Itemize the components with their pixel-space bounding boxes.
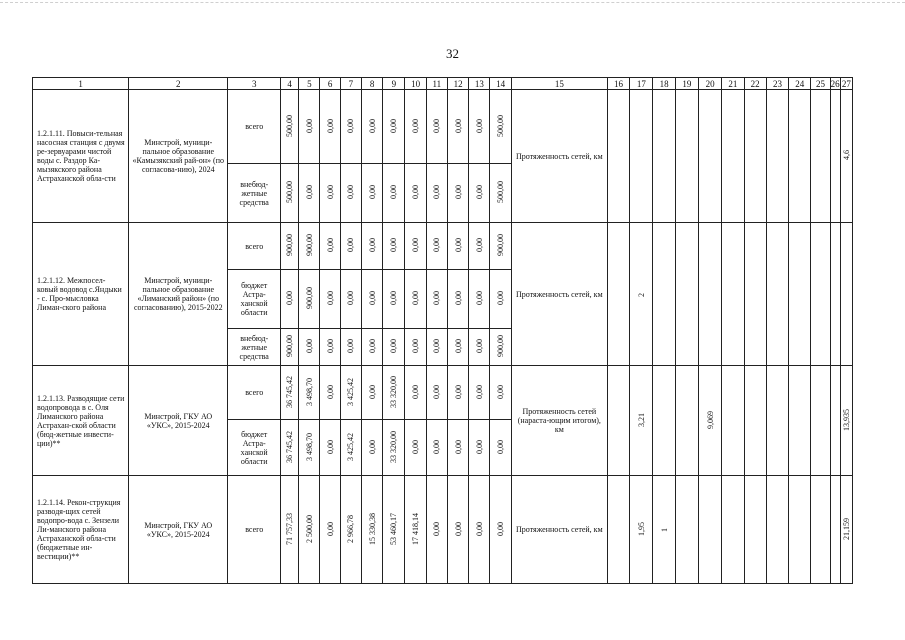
target-cell bbox=[607, 476, 629, 584]
header-cell: 17 bbox=[630, 78, 653, 90]
header-cell: 6 bbox=[320, 78, 340, 90]
amount-value: 0,00 bbox=[304, 339, 314, 353]
amount-value: 0,00 bbox=[432, 339, 442, 353]
amount-value: 0,00 bbox=[474, 118, 484, 133]
amount-value: 0,00 bbox=[367, 291, 377, 305]
amount-cell bbox=[299, 270, 320, 329]
amount-value: 53 460,17 bbox=[389, 512, 399, 545]
amount-cell bbox=[426, 223, 447, 270]
header-cell: 11 bbox=[426, 78, 447, 90]
amount-cell bbox=[405, 476, 426, 584]
header-cell: 22 bbox=[744, 78, 766, 90]
header-cell: 21 bbox=[722, 78, 744, 90]
indicator-cell: Протяженность сетей (нараста-ющим итогом), км bbox=[511, 366, 607, 476]
amount-value: 0,00 bbox=[474, 238, 484, 252]
target-cell bbox=[675, 366, 698, 476]
funding-source-cell: внебюд-жетные средства bbox=[228, 164, 281, 223]
amount-cell bbox=[281, 476, 299, 584]
header-cell: 3 bbox=[228, 78, 281, 90]
header-cell: 16 bbox=[607, 78, 629, 90]
header-cell: 9 bbox=[383, 78, 405, 90]
amount-cell bbox=[405, 420, 426, 476]
header-cell: 19 bbox=[675, 78, 698, 90]
amount-value: 0,00 bbox=[411, 118, 421, 133]
amount-value: 0,00 bbox=[474, 339, 484, 353]
amount-value: 0,00 bbox=[496, 439, 506, 454]
indicator-cell: Протяженность сетей, км bbox=[511, 476, 607, 584]
amount-value: 36 745,42 bbox=[285, 375, 295, 408]
amount-value: 0,00 bbox=[474, 185, 484, 199]
amount-cell bbox=[320, 420, 340, 476]
responsible-cell: Минстрой, ГКУ АО «УКС», 2015-2024 bbox=[129, 476, 228, 584]
amount-cell bbox=[361, 329, 382, 366]
amount-cell bbox=[299, 329, 320, 366]
amount-cell bbox=[320, 476, 340, 584]
amount-value: 0,00 bbox=[432, 384, 442, 399]
page-number: 32 bbox=[446, 46, 459, 61]
amount-cell bbox=[299, 90, 320, 164]
amount-cell bbox=[299, 420, 320, 476]
amount-cell bbox=[490, 164, 511, 223]
amount-value: 0,00 bbox=[411, 291, 421, 305]
amount-value: 0,00 bbox=[389, 185, 399, 199]
measure-name-cell: 1.2.1.13. Разводящие сети водопровода в с. Оля Лиманского района Астрахан-ской области (бюд-жетные инвести-ции)** bbox=[33, 366, 129, 476]
amount-value: 0,00 bbox=[474, 291, 484, 305]
target-cell bbox=[744, 366, 766, 476]
amount-cell bbox=[426, 329, 447, 366]
header-cell: 24 bbox=[789, 78, 811, 90]
amount-value: 0,00 bbox=[453, 118, 463, 133]
amount-value: 0,00 bbox=[346, 291, 356, 305]
amount-cell bbox=[340, 223, 361, 270]
target-value: 4,6 bbox=[841, 150, 851, 160]
amount-cell bbox=[383, 223, 405, 270]
target-value: 21,159 bbox=[841, 517, 851, 540]
amount-cell bbox=[469, 366, 490, 420]
amount-value: 0,00 bbox=[346, 238, 356, 252]
amount-cell bbox=[340, 90, 361, 164]
amount-cell bbox=[405, 90, 426, 164]
amount-value: 0,00 bbox=[432, 118, 442, 133]
amount-value: 3 498,70 bbox=[304, 377, 314, 406]
amount-value: 0,00 bbox=[453, 521, 463, 536]
amount-value: 0,00 bbox=[474, 384, 484, 399]
header-cell: 23 bbox=[766, 78, 788, 90]
target-cell bbox=[811, 223, 830, 366]
header-cell: 27 bbox=[841, 78, 851, 89]
amount-value: 0,00 bbox=[474, 521, 484, 536]
amount-value: 0,00 bbox=[346, 185, 356, 199]
amount-value: 900,00 bbox=[285, 234, 295, 256]
amount-cell bbox=[447, 476, 468, 584]
header-cell: 7 bbox=[340, 78, 361, 90]
top-dashed-rule bbox=[0, 2, 905, 3]
target-cell bbox=[675, 223, 698, 366]
amount-cell bbox=[383, 90, 405, 164]
amount-cell bbox=[320, 270, 340, 329]
responsible-cell: Минстрой, ГКУ АО «УКС», 2015-2024 bbox=[129, 366, 228, 476]
target-cell bbox=[675, 90, 698, 223]
amount-cell bbox=[281, 90, 299, 164]
amount-value: 0,00 bbox=[325, 291, 335, 305]
funding-source-cell: всего bbox=[228, 223, 281, 270]
target-cell bbox=[766, 476, 788, 584]
amount-cell bbox=[447, 223, 468, 270]
amount-value: 0,00 bbox=[411, 439, 421, 454]
amount-value: 900,00 bbox=[304, 287, 314, 309]
amount-cell bbox=[383, 476, 405, 584]
header-cell: 20 bbox=[699, 78, 722, 90]
header-cell: 26 bbox=[830, 78, 840, 89]
amount-cell bbox=[320, 223, 340, 270]
target-cell bbox=[630, 476, 653, 584]
amount-value: 33 320,00 bbox=[389, 430, 399, 463]
amount-value: 0,00 bbox=[496, 521, 506, 536]
amount-cell bbox=[469, 223, 490, 270]
target-cell bbox=[789, 476, 811, 584]
amount-value: 0,00 bbox=[325, 384, 335, 399]
amount-cell bbox=[405, 223, 426, 270]
amount-cell bbox=[320, 164, 340, 223]
target-cell bbox=[830, 90, 840, 223]
amount-value: 0,00 bbox=[325, 521, 335, 536]
amount-value: 0,00 bbox=[453, 185, 463, 199]
target-cell bbox=[840, 476, 852, 584]
header-cell: 10 bbox=[405, 78, 426, 90]
header-cell: 2 bbox=[129, 78, 228, 90]
amount-cell bbox=[340, 329, 361, 366]
target-value: 2 bbox=[636, 292, 646, 297]
table-row bbox=[33, 476, 853, 584]
header-cell: 1 bbox=[33, 78, 129, 90]
target-value: 1,95 bbox=[636, 521, 646, 536]
target-cell bbox=[840, 90, 852, 223]
header-cell: 14 bbox=[490, 78, 511, 90]
amount-cell bbox=[340, 476, 361, 584]
target-cell bbox=[699, 366, 722, 476]
amount-value: 0,00 bbox=[325, 439, 335, 454]
amount-value: 0,00 bbox=[367, 384, 377, 399]
amount-cell bbox=[340, 366, 361, 420]
amount-value: 15 330,38 bbox=[367, 512, 377, 545]
amount-cell bbox=[426, 420, 447, 476]
amount-cell bbox=[447, 270, 468, 329]
amount-cell bbox=[383, 420, 405, 476]
amount-value: 2 966,78 bbox=[346, 514, 356, 543]
amount-cell bbox=[469, 329, 490, 366]
target-cell bbox=[630, 90, 653, 223]
amount-value: 2 500,00 bbox=[304, 514, 314, 543]
amount-value: 0,00 bbox=[411, 238, 421, 252]
amount-cell bbox=[405, 366, 426, 420]
header-cell: 8 bbox=[361, 78, 382, 90]
amount-cell bbox=[383, 329, 405, 366]
target-cell bbox=[811, 90, 830, 223]
target-cell bbox=[653, 90, 675, 223]
amount-value: 0,00 bbox=[367, 118, 377, 133]
amount-cell bbox=[447, 366, 468, 420]
amount-cell bbox=[490, 366, 511, 420]
amount-value: 0,00 bbox=[411, 384, 421, 399]
target-cell bbox=[722, 476, 744, 584]
amount-cell bbox=[281, 329, 299, 366]
responsible-cell: Минстрой, муници-пальное образование «Лиманский район» (по согласованию), 2015-2022 bbox=[129, 223, 228, 366]
amount-value: 0,00 bbox=[453, 384, 463, 399]
target-cell bbox=[630, 366, 653, 476]
amount-cell bbox=[361, 90, 382, 164]
amount-cell bbox=[281, 366, 299, 420]
amount-cell bbox=[447, 90, 468, 164]
amount-value: 0,00 bbox=[367, 439, 377, 454]
amount-cell bbox=[320, 90, 340, 164]
header-cell: 13 bbox=[469, 78, 490, 90]
amount-cell bbox=[490, 270, 511, 329]
amount-value: 900,00 bbox=[496, 335, 506, 357]
amount-value: 0,00 bbox=[325, 339, 335, 353]
amount-cell bbox=[426, 164, 447, 223]
target-cell bbox=[789, 223, 811, 366]
target-cell bbox=[830, 223, 840, 366]
amount-cell bbox=[426, 270, 447, 329]
amount-value: 0,00 bbox=[411, 339, 421, 353]
target-cell bbox=[789, 90, 811, 223]
target-cell bbox=[699, 223, 722, 366]
header-cell: 25 bbox=[811, 78, 830, 90]
amount-cell bbox=[361, 476, 382, 584]
amount-cell bbox=[383, 366, 405, 420]
amount-value: 0,00 bbox=[453, 238, 463, 252]
amount-value: 0,00 bbox=[432, 439, 442, 454]
amount-cell bbox=[405, 329, 426, 366]
amount-cell bbox=[383, 270, 405, 329]
target-cell bbox=[811, 366, 830, 476]
target-cell bbox=[744, 476, 766, 584]
amount-cell bbox=[490, 420, 511, 476]
target-cell bbox=[653, 366, 675, 476]
target-cell bbox=[766, 90, 788, 223]
target-cell bbox=[699, 90, 722, 223]
target-cell bbox=[607, 90, 629, 223]
amount-value: 0,00 bbox=[411, 185, 421, 199]
amount-value: 500,00 bbox=[285, 181, 295, 203]
amount-value: 0,00 bbox=[432, 238, 442, 252]
program-table bbox=[32, 77, 853, 584]
amount-value: 0,00 bbox=[389, 238, 399, 252]
amount-value: 0,00 bbox=[304, 185, 314, 199]
amount-value: 17 418,14 bbox=[411, 512, 421, 545]
amount-value: 0,00 bbox=[346, 339, 356, 353]
funding-source-cell: всего bbox=[228, 90, 281, 164]
amount-value: 3 425,42 bbox=[346, 432, 356, 461]
amount-value: 36 745,42 bbox=[285, 430, 295, 463]
header-cell: 15 bbox=[511, 78, 607, 90]
amount-cell bbox=[383, 164, 405, 223]
measure-name-cell: 1.2.1.11. Повыси-тельная насосная станция с двумя ре-зервуарами чистой воды с. Раздор Ка-мызякского района Астраханской обла-сти bbox=[33, 90, 129, 223]
amount-value: 0,00 bbox=[325, 238, 335, 252]
amount-value: 0,00 bbox=[285, 291, 295, 305]
funding-source-cell: всего bbox=[228, 476, 281, 584]
amount-value: 0,00 bbox=[496, 291, 506, 305]
amount-value: 0,00 bbox=[325, 185, 335, 199]
amount-cell bbox=[426, 476, 447, 584]
amount-value: 0,00 bbox=[474, 439, 484, 454]
amount-cell bbox=[447, 420, 468, 476]
target-cell bbox=[789, 366, 811, 476]
target-cell bbox=[830, 476, 840, 584]
funding-source-cell: бюджет Астра-ханской области bbox=[228, 270, 281, 329]
target-value: 9,069 bbox=[705, 410, 715, 429]
target-cell bbox=[811, 476, 830, 584]
target-value: 3,21 bbox=[636, 412, 646, 427]
amount-cell bbox=[340, 164, 361, 223]
amount-value: 0,00 bbox=[389, 118, 399, 133]
amount-value: 33 320,00 bbox=[389, 375, 399, 408]
target-cell bbox=[630, 223, 653, 366]
target-cell bbox=[840, 366, 852, 476]
header-cell: 5 bbox=[299, 78, 320, 90]
header-cell: 4 bbox=[281, 78, 299, 90]
target-cell bbox=[830, 366, 840, 476]
amount-cell bbox=[361, 420, 382, 476]
amount-cell bbox=[469, 476, 490, 584]
amount-cell bbox=[405, 270, 426, 329]
amount-value: 900,00 bbox=[496, 234, 506, 256]
amount-cell bbox=[469, 90, 490, 164]
target-cell bbox=[607, 366, 629, 476]
amount-value: 0,00 bbox=[496, 384, 506, 399]
amount-value: 0,00 bbox=[325, 118, 335, 133]
amount-value: 0,00 bbox=[389, 291, 399, 305]
amount-value: 500,00 bbox=[285, 114, 295, 137]
amount-cell bbox=[340, 270, 361, 329]
amount-cell bbox=[299, 366, 320, 420]
amount-cell bbox=[490, 329, 511, 366]
amount-value: 0,00 bbox=[346, 118, 356, 133]
amount-cell bbox=[340, 420, 361, 476]
header-cell: 18 bbox=[653, 78, 675, 90]
amount-cell bbox=[405, 164, 426, 223]
amount-cell bbox=[361, 366, 382, 420]
measure-name-cell: 1.2.1.14. Рекон-струкция разводя-щих сетей водопро-вода с. Зензели Ли-манского района Астраханской обла-сти (бюджетные ин-вестиции)** bbox=[33, 476, 129, 584]
amount-value: 0,00 bbox=[453, 291, 463, 305]
target-cell bbox=[840, 223, 852, 366]
target-cell bbox=[653, 476, 675, 584]
amount-cell bbox=[426, 90, 447, 164]
indicator-cell: Протяженность сетей, км bbox=[511, 223, 607, 366]
target-value: 13,935 bbox=[841, 408, 851, 431]
measure-name-cell: 1.2.1.12. Межпосел-ковый водовод с.Яндыки - с. Про-мысловка Лиман-ского района bbox=[33, 223, 129, 366]
amount-cell bbox=[299, 164, 320, 223]
amount-value: 0,00 bbox=[432, 291, 442, 305]
amount-cell bbox=[299, 223, 320, 270]
target-cell bbox=[766, 223, 788, 366]
amount-value: 3 425,42 bbox=[346, 377, 356, 406]
amount-cell bbox=[469, 270, 490, 329]
indicator-cell: Протяженность сетей, км bbox=[511, 90, 607, 223]
amount-cell bbox=[281, 164, 299, 223]
table-row bbox=[33, 366, 853, 420]
target-cell bbox=[607, 223, 629, 366]
amount-cell bbox=[447, 329, 468, 366]
amount-cell bbox=[281, 270, 299, 329]
amount-cell bbox=[490, 476, 511, 584]
amount-cell bbox=[281, 420, 299, 476]
amount-value: 0,00 bbox=[304, 118, 314, 133]
amount-cell bbox=[361, 270, 382, 329]
amount-value: 500,00 bbox=[496, 114, 506, 137]
amount-cell bbox=[299, 476, 320, 584]
responsible-cell: Минстрой, муници-пальное образование «Камызякский рай-он» (по согласова-нию), 2024 bbox=[129, 90, 228, 223]
target-value: 1 bbox=[659, 528, 669, 532]
amount-cell bbox=[490, 90, 511, 164]
amount-cell bbox=[361, 164, 382, 223]
target-cell bbox=[744, 223, 766, 366]
amount-cell bbox=[320, 366, 340, 420]
target-cell bbox=[675, 476, 698, 584]
amount-value: 71 757,33 bbox=[285, 512, 295, 545]
amount-value: 0,00 bbox=[453, 439, 463, 454]
target-cell bbox=[699, 476, 722, 584]
target-cell bbox=[766, 366, 788, 476]
amount-value: 0,00 bbox=[367, 238, 377, 252]
table-row bbox=[33, 90, 853, 164]
funding-source-cell: внебюд-жетные средства bbox=[228, 329, 281, 366]
amount-value: 900,00 bbox=[285, 335, 295, 357]
target-cell bbox=[722, 366, 744, 476]
amount-value: 0,00 bbox=[367, 185, 377, 199]
amount-value: 0,00 bbox=[453, 339, 463, 353]
amount-value: 0,00 bbox=[389, 339, 399, 353]
amount-cell bbox=[320, 329, 340, 366]
amount-value: 0,00 bbox=[432, 185, 442, 199]
funding-source-cell: бюджет Астра-ханской области bbox=[228, 420, 281, 476]
amount-value: 3 498,70 bbox=[304, 432, 314, 461]
target-cell bbox=[722, 223, 744, 366]
amount-cell bbox=[469, 420, 490, 476]
amount-value: 900,00 bbox=[304, 234, 314, 256]
header-cell: 12 bbox=[447, 78, 468, 90]
target-cell bbox=[722, 90, 744, 223]
table-row bbox=[33, 223, 853, 270]
amount-cell bbox=[469, 164, 490, 223]
amount-value: 500,00 bbox=[496, 181, 506, 203]
amount-cell bbox=[447, 164, 468, 223]
amount-cell bbox=[361, 223, 382, 270]
amount-cell bbox=[490, 223, 511, 270]
amount-cell bbox=[426, 366, 447, 420]
amount-value: 0,00 bbox=[432, 521, 442, 536]
funding-source-cell: всего bbox=[228, 366, 281, 420]
target-cell bbox=[653, 223, 675, 366]
target-cell bbox=[744, 90, 766, 223]
amount-cell bbox=[281, 223, 299, 270]
amount-value: 0,00 bbox=[367, 339, 377, 353]
